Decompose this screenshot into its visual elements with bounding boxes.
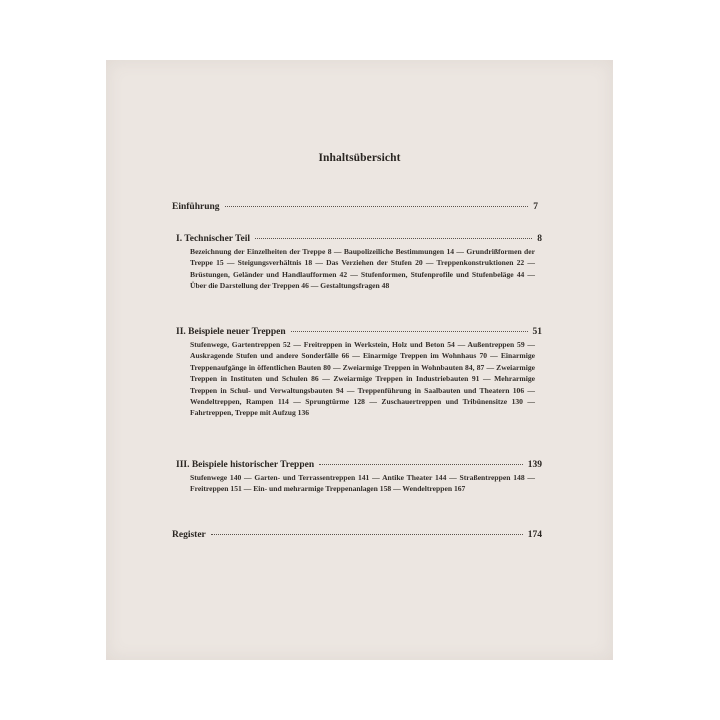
dot-leader xyxy=(225,206,529,207)
dot-leader xyxy=(291,331,528,332)
toc-details: Stufenwege, Gartentreppen 52 — Freitreppen in Werkstein, Holz und Beton 54 — Außentreppen 59 — Auskragende Stufen und andere Sonderfälle 66 — Einarmige Treppen im Wohnhaus 70 — Einarmige Treppenaufgänge in öffentlichen Bauten 80 — Zweiarmige Treppen in Wohnbauten 84, 87 — Zweiarmige Treppen in Instituten und Schulen 86 — Zweiarmige Treppen in Industriebauten 91 — Mehrarmige Treppen in Schul- und Verwaltungsbauten 94 — Treppenführung in Saalbauten und Theatern 106 — Wendeltreppen, Rampen 114 — Sprungtürme 128 — Zuschauertreppen und Tribünensitze 130 — Fahrtreppen, Treppe mit Aufzug 136 xyxy=(190,340,535,418)
toc-heading: III. Beispiele historischer Treppen xyxy=(176,460,315,470)
dot-leader xyxy=(211,534,523,535)
page-title: Inhaltsübersicht xyxy=(318,152,401,164)
toc-entry-register xyxy=(172,530,542,540)
toc-entry-einfuehrung xyxy=(172,202,538,212)
toc-page-number: 51 xyxy=(532,327,542,337)
toc-page-number: 139 xyxy=(527,460,542,470)
toc-heading: Register xyxy=(172,530,206,540)
toc-entry-neue-treppen xyxy=(176,327,542,419)
toc-details: Stufenwege 140 — Garten- und Terrassentreppen 141 — Antike Theater 144 — Straßentreppen 148 — Freitreppen 151 — Ein- und mehrarmige Treppenanlagen 158 — Wendeltreppen 167 xyxy=(190,473,535,494)
toc-heading: I. Technischer Teil xyxy=(176,234,251,244)
dot-leader xyxy=(319,464,523,465)
toc-page-number: 174 xyxy=(527,530,542,540)
toc-details: Bezeichnung der Einzelheiten der Treppe 8 — Baupolizeiliche Bestimmungen 14 — Grundrißformen der Treppe 15 — Steigungsverhältnis 18 — Das Verziehen der Stufen 20 — Treppenkonstruktionen 22 — Brüstungen, Geländer und Handlaufformen 42 — Stufenformen, Stufenprofile und Stufenbeläge 44 — Über die Darstellung der Treppen 46 — Gestaltungsfragen 48 xyxy=(190,247,535,291)
book-page xyxy=(106,60,613,660)
dot-leader xyxy=(255,238,532,239)
toc-heading: II. Beispiele neuer Treppen xyxy=(176,327,286,337)
toc-entry-historische-treppen xyxy=(176,460,542,495)
toc-heading: Einführung xyxy=(172,202,220,212)
toc-page-number: 7 xyxy=(533,202,538,212)
toc-page-number: 8 xyxy=(537,234,542,244)
toc-entry-technischer-teil xyxy=(176,234,542,292)
